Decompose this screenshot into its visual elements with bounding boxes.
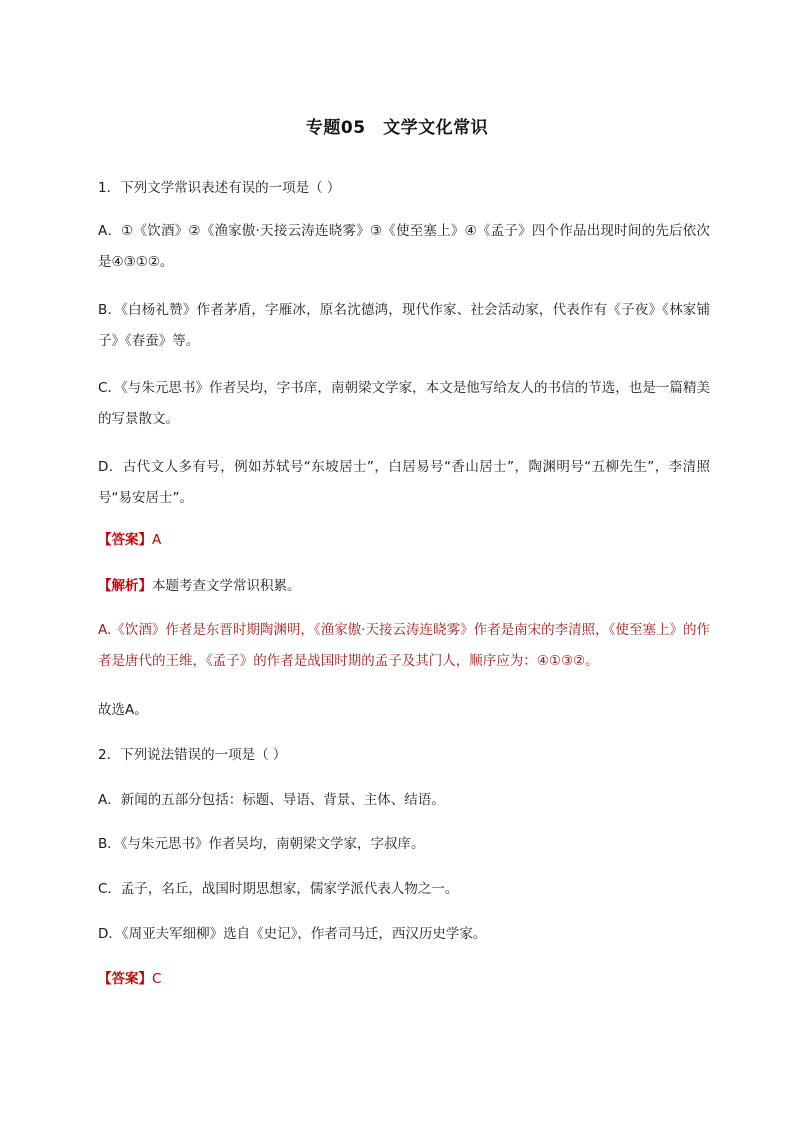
q1-option-c: C．《与朱元思书》作者吴均，字书庠，南朝梁文学家，本文是他写给友人的书信的节选，也是一篇精美的写景散文。 — [98, 380, 710, 427]
answer-value: C — [152, 971, 162, 987]
q1-analysis — [98, 576, 710, 596]
analysis-text: 本题考查文学常识积累。 — [152, 578, 301, 594]
q1-conclusion: 故选A。 — [98, 702, 148, 718]
q2-answer — [98, 969, 710, 989]
answer-tag: 【答案】 — [98, 532, 152, 548]
page-title: 专题05 文学文化常识 — [305, 118, 489, 138]
answer-tag: 【答案】 — [98, 971, 152, 987]
analysis-tag: 【解析】 — [98, 578, 152, 594]
answer-value: A — [152, 532, 162, 548]
q2-option-d: D．《周亚夫军细柳》选自《史记》，作者司马迁，西汉历史学家。 — [98, 926, 487, 942]
q2-option-b: B．《与朱元思书》作者吴均，南朝梁文学家，字叔庠。 — [98, 836, 425, 852]
q1-answer — [98, 530, 710, 550]
q1-option-d: D．古代文人多有号，例如苏轼号“东坡居士”，白居易号“香山居士”，陶渊明号“五柳先生”，李清照号“易安居士”。 — [98, 459, 710, 506]
q1-option-a: A．①《饮酒》②《渔家傲·天接云涛连晓雾》③《使至塞上》④《孟子》四个作品出现时间的先后依次是④③①②。 — [98, 223, 710, 270]
q2-stem: 2．下列说法错误的一项是（ ） — [98, 747, 287, 763]
q1-stem: 1．下列文学常识表述有误的一项是（ ） — [98, 180, 341, 196]
q2-option-a: A．新闻的五部分包括：标题、导语、背景、主体、结语。 — [98, 792, 445, 808]
q2-option-c: C．孟子，名丘，战国时期思想家，儒家学派代表人物之一。 — [98, 881, 459, 897]
q1-explanation: A.《饮酒》作者是东晋时期陶渊明，《渔家傲·天接云涛连晓雾》作者是南宋的李清照，《使至塞上》的作者是唐代的王维，《孟子》的作者是战国时期的孟子及其门人，顺序应为：④①③②。 — [98, 622, 710, 669]
q1-option-b: B．《白杨礼赞》作者茅盾，字雁冰，原名沈德鸿，现代作家、社会活动家，代表作有《子夜》《林家铺子》《春蚕》等。 — [98, 302, 710, 349]
